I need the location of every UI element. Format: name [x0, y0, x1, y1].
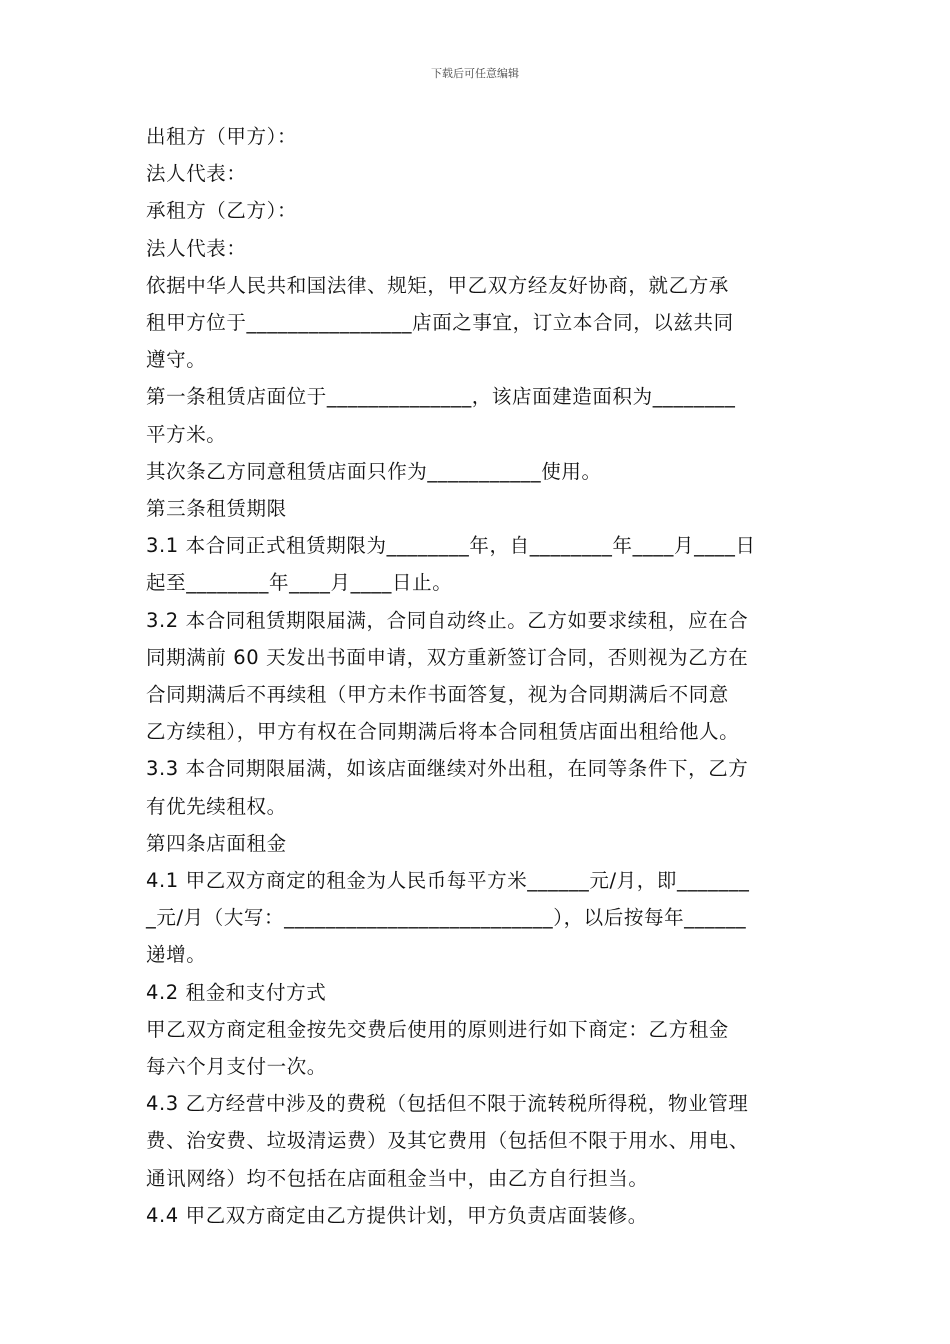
text-line: 承租方（乙方）： [146, 199, 298, 223]
text-line: 同期满前 60 天发出书面申请，双方重新签订合同，否则视为乙方在 [146, 645, 749, 669]
text-line: 租甲方位于________________店面之事宜，订立本合同，以兹共同 [146, 311, 734, 335]
text-line: 费、治安费、垃圾清运费）及其它费用（包括但不限于用水、用电、 [146, 1129, 750, 1153]
text-line: _元/月（大写：__________________________），以后按每年______ [146, 906, 747, 930]
text-line: 第一条租赁店面位于______________，该店面建造面积为________ [146, 385, 736, 409]
text-line: 4.4 甲乙双方商定由乙方提供计划，甲方负责店面装修。 [146, 1203, 648, 1227]
text-line: 遵守。 [146, 348, 207, 372]
text-line: 法人代表： [146, 236, 247, 260]
text-line: 3.1 本合同正式租赁期限为________年，自________年____月____日 [146, 534, 756, 558]
text-line: 3.2 本合同租赁期限届满，合同自动终止。乙方如要求续租，应在合 [146, 608, 749, 632]
text-line: 乙方续租），甲方有权在合同期满后将本合同租赁店面出租给他人。 [146, 720, 740, 744]
text-line: 起至________年____月____日止。 [146, 571, 453, 595]
text-line: 通讯网络）均不包括在店面租金当中，由乙方自行担当。 [146, 1166, 649, 1190]
contract-body [146, 118, 816, 1234]
text-line: 递增。 [146, 943, 207, 967]
text-line: 4.3 乙方经营中涉及的费税（包括但不限于流转税所得税，物业管理 [146, 1092, 749, 1116]
section-heading: 第三条租赁期限 [146, 497, 287, 521]
text-line: 法人代表： [146, 162, 247, 186]
text-line: 合同期满后不再续租（甲方未作书面答复，视为合同期满后不同意 [146, 683, 729, 707]
text-line: 依据中华人民共和国法律、规矩，甲乙双方经友好协商，就乙方承 [146, 273, 729, 297]
text-line: 甲乙双方商定租金按先交费后使用的原则进行如下商定：乙方租金 [146, 1017, 729, 1041]
text-line: 4.2 租金和支付方式 [146, 980, 327, 1004]
text-line: 平方米。 [146, 422, 227, 446]
text-line: 每六个月支付一次。 [146, 1055, 327, 1079]
text-line: 4.1 甲乙双方商定的租金为人民币每平方米______元/月，即_______ [146, 869, 750, 893]
text-line: 有优先续租权。 [146, 794, 287, 818]
text-line: 3.3 本合同期限届满，如该店面继续对外出租，在同等条件下，乙方 [146, 757, 749, 781]
section-heading: 第四条店面租金 [146, 831, 287, 855]
text-line: 其次条乙方同意租赁店面只作为___________使用。 [146, 459, 602, 483]
text-line: 出租方（甲方）： [146, 125, 298, 148]
page-header: 下载后可任意编辑 [431, 67, 519, 80]
